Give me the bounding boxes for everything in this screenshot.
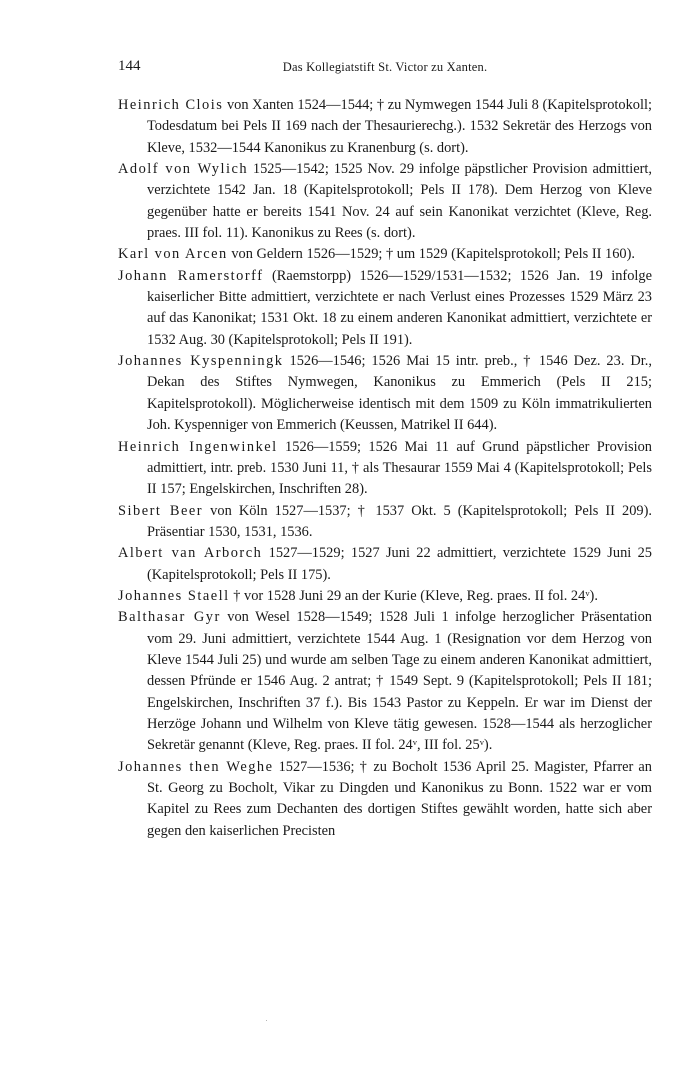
- entry-text: (Raemstorpp) 1526—1529/1531—1532; 1526 Jan. 19 infolge kaiserlicher Bitte admittiert, verzichtete er nach Verlust eines Prozesses 1529 März 23 auf das Kanonikat; 1531 Okt. 18 zu einem anderen Kanonikat admittiert, verzichtete er 1532 Aug. 30 (Kapitelsprotokoll; Pels II 191).: [147, 267, 652, 348]
- entry-text: † vor 1528 Juni 29 an der Kurie (Kleve, Reg. praes. II fol. 24ᵛ).: [229, 587, 598, 604]
- entry-text: 1527—1529; 1527 Juni 22 admittiert, verzichtete 1529 Juni 25 (Kapitelsprotokoll; Pels II 175).: [147, 545, 652, 583]
- list-item: [118, 501, 652, 544]
- list-item: [118, 437, 652, 501]
- page-number: 144: [118, 58, 141, 74]
- entry-text: von Wesel 1528—1549; 1528 Juli 1 infolge herzoglicher Präsentation vom 29. Juni admittiert, verzichtete 1544 Aug. 1 (Resignation vor dem Herzog von Kleve 1544 Juli 25) und wurde am selben Tage zu einem anderen Kanonikat admittiert, dessen Pfründe er 1546 Aug. 2 antrat; † 1549 Sept. 9 (Kapitelsprotokoll; Pels II 181; Engelskirchen, Inschriften 37 f.). Bis 1543 Pastor zu Keppeln. Er war im Dienst der Herzöge Johann und Wilhelm von Kleve tätig gewesen. 1528—1544 als herzoglicher Sekretär genannt (Kleve, Reg. praes. II fol. 24ᵛ, III fol. 25ᵛ).: [147, 609, 653, 754]
- list-item: [118, 351, 652, 436]
- list-item: [118, 543, 652, 586]
- entry-name: Adolf von Wylich: [118, 161, 249, 178]
- scan-speck: [266, 1020, 267, 1021]
- list-item: [118, 586, 652, 607]
- entry-name: Johannes then Weghe: [118, 758, 274, 775]
- list-item: [118, 159, 652, 244]
- list-item: [118, 757, 652, 842]
- entry-name: Karl von Arcen: [118, 246, 228, 263]
- entry-text: 1525—1542; 1525 Nov. 29 infolge päpstlicher Provision admittiert, verzichtete 1542 Jan. 18 (Kapitelsprotokoll; Pels II 178). Dem Herzog von Kleve gegenüber hatte er bereits 1541 Nov. 24 auf sein Kanonikat verzichtet (Kleve, Reg. praes. III fol. 11). Kanonikus zu Rees (s. dort).: [147, 161, 652, 242]
- entry-name: Johann Ramerstorff: [118, 267, 264, 284]
- entry-text: von Köln 1527—1537; † 1537 Okt. 5 (Kapitelsprotokoll; Pels II 209). Präsentiar 1530, 1531, 1536.: [147, 502, 652, 540]
- entry-name: Sibert Beer: [118, 502, 204, 519]
- entry-name: Heinrich Clois: [118, 97, 224, 113]
- list-item: [118, 607, 652, 756]
- entry-name: Johannes Kyspenningk: [118, 353, 284, 370]
- list-item: [118, 95, 652, 159]
- entry-text: von Geldern 1526—1529; † um 1529 (Kapitelsprotokoll; Pels II 160).: [227, 246, 636, 263]
- list-item: [118, 266, 652, 351]
- entry-text: 1526—1546; 1526 Mai 15 intr. preb., † 1546 Dez. 23. Dr., Dekan des Stiftes Nymwegen, Kanonikus zu Emmerich (Pels II 215; Kapitelsprotokoll). Möglicherweise identisch mit dem 1509 zu Köln immatrikulierten Joh. Kyspenniger von Emmerich (Keussen, Matrikel II 644).: [147, 353, 652, 434]
- entry-name: Johannes Staell: [118, 587, 230, 604]
- entry-text: 1527—1536; † zu Bocholt 1536 April 25. Magister, Pfarrer an St. Georg zu Bocholt, Vikar zu Dingden und Kanonikus zu Bonn. 1522 war er vom Kapitel zu Rees zum Dechanten des dortigen Stiftes gewählt worden, hatte sich aber gegen den kaiserlichen Precisten: [147, 758, 652, 839]
- list-item: [118, 244, 652, 265]
- entry-text: von Xanten 1524—1544; † zu Nymwegen 1544 Juli 8 (Kapitelsprotokoll; Todesdatum bei Pels II 169 nach der Thesaurierechg.). 1532 Sekretär des Herzogs von Kleve, 1532—1544 Kanonikus zu Kranenburg (s. dort).: [147, 97, 652, 156]
- entry-name: Heinrich Ingenwinkel: [118, 438, 278, 455]
- entry-name: Albert van Arborch: [118, 545, 263, 562]
- running-title: Das Kollegiatstift St. Victor zu Xanten.: [282, 60, 488, 74]
- entry-text: 1526—1559; 1526 Mai 11 auf Grund päpstlicher Provision admittiert, intr. preb. 1530 Juni 11, † als Thesaurar 1559 Mai 4 (Kapitelsprotokoll; Pels II 157; Engelskirchen, Inschriften 28).: [147, 438, 652, 498]
- canon-list: [118, 95, 652, 842]
- entry-name: Balthasar Gyr: [118, 609, 221, 626]
- page-header: [118, 58, 652, 80]
